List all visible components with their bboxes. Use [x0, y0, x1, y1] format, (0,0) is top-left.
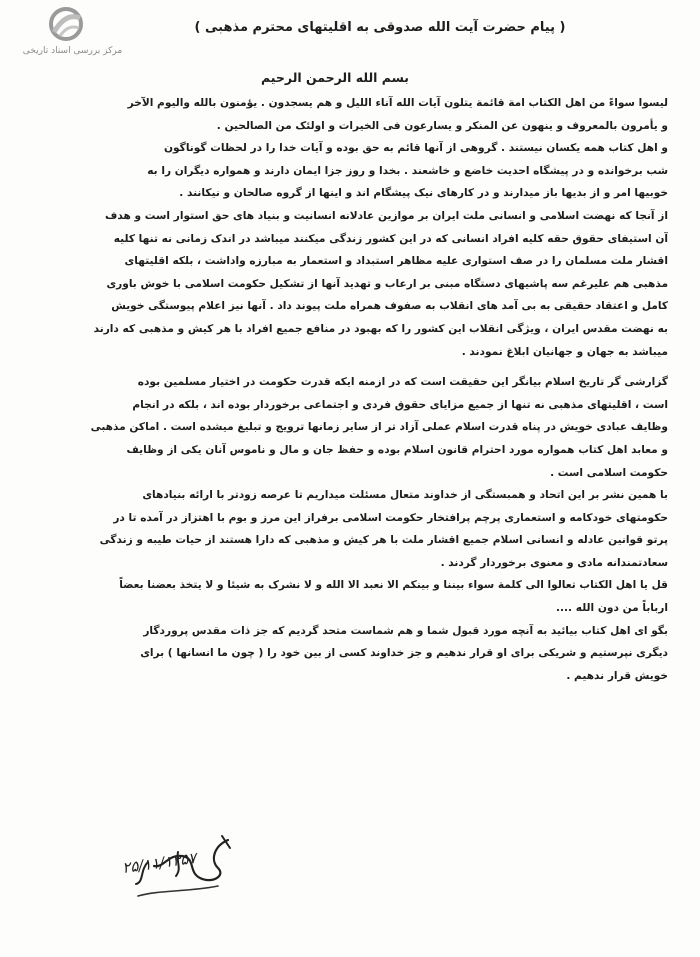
text-line: گزارشی گر تاریخ اسلام بیانگر این حقیقت است که در ازمنه ایکه قدرت حکومت در اختیار مسلمین بوده [137, 376, 668, 389]
watermark-text: مرکز بررسی اسناد تاریخی [22, 46, 123, 56]
text-line: شب برخوانده و در پیشگاه احدیت خاضع و خاشعند . بخدا و روز جزا ایمان دارند و همواره دیگران را به [147, 164, 668, 177]
text-line: مذهبی هم علیرغم سه پاشیهای دستگاه مبنی بر ارعاب و تهدید آنها از تشکیل حکومت اسلامی با خوش باوری [106, 277, 668, 290]
text-line: لیسوا سواءً من اهل الکتاب امة قائمة یتلون آیات الله آناء اللیل و هم یسجدون . یؤمنون بالله والیوم الآخر [127, 97, 668, 109]
archive-logo-icon [46, 6, 86, 42]
text-line: ارباباً من دون الله .... [555, 602, 668, 615]
text-line: خوبیها امر و از بدیها باز میدارند و در کارهای نیک پیشگام اند و اینها از گروه صالحان و نیکانند . [179, 187, 668, 200]
text-line: کامل و اعتقاد حقیقی به بی آمد های انقلاب به صفوف همراه ملت پیوند داد . آنها نیز اعلام پیوستگی خویش [111, 300, 668, 313]
text-line: اقشار ملت مسلمان را در صف استواری علیه مظاهر استبداد و استعمار به مبارزه واداشت ، بلکه اقلیتهای [124, 255, 668, 268]
text-line: است ، اقلیتهای مذهبی نه تنها از جمیع مزایای حقوق فردی و اجتماعی برخوردار بوده اند ، بلکه در انجام [132, 398, 668, 411]
text-line: دیگری نپرستیم و شریکی برای او قرار ندهیم و جز خداوند کسی از بین خود را ( چون ما انسانها ) برای [140, 647, 668, 660]
document-header: ( پیام حضرت آیت الله صدوقی به اقلیتهای محترم مذهبی ) [194, 20, 566, 35]
watermark-logo [10, 6, 135, 66]
text-line: قل یا اهل الکتاب تعالوا الی کلمة سواء بیننا و بینکم الا نعبد الا الله و لا نشرک به شیئا و لا یتخذ بعضنا بعضاً [119, 579, 668, 592]
text-line: میباشد به جهان و جهانیان ابلاغ نمودند . [461, 345, 668, 358]
text-line: به نهضت مقدس ایران ، ویژگی انقلاب این کشور را که بهبود در منافع جمیع افراد با هر کیش و مذهبی که دارند [93, 322, 668, 335]
text-line: حکومت اسلامی است . [550, 466, 668, 479]
text-line: سعادتمندانه مادی و معنوی برخوردار گردند . [440, 556, 668, 569]
bismillah: بسم الله الرحمن الرحیم [261, 70, 409, 85]
letter-body [58, 92, 668, 687]
text-line: پرتو قوانین عادله و انسانی اسلام جمیع اقشار ملت با هر کیش و مذهبی که دارا هستند از حیات طیبه و زندگی [99, 534, 668, 547]
text-line: و اهل کتاب همه یکسان نیستند . گروهی از آنها قائم به حق بوده و آیات خدا را در لحظات گوناگون [163, 142, 668, 155]
text-line: و معابد اهل کتاب همواره مورد احترام قانون اسلام بوده و حفظ جان و مال و ناموس آنان یکی از وظایف [126, 443, 668, 456]
text-line: حکومتهای خودکامه و استعماری پرچم پرافتخار حکومت اسلامی برفراز این مرز و بوم با اهتزاز در آمده تا در [113, 511, 668, 524]
signature-date: ۲۵/۱۱/۱۳۵۷ [121, 848, 198, 878]
text-line: آن استیفای حقوق حقه کلیه افراد انسانی که در این کشور زندگی میکنند میباشد در اندک زمانی نه تنها کلیه [113, 232, 668, 245]
text-line: بگو ای اهل کتاب بیائید به آنچه مورد قبول شما و هم شماست متحد گردیم که جز ذات مقدس پروردگار [143, 624, 668, 637]
text-line: وظایف عبادی خویش در پناه قدرت اسلام عملی آزاد تر از سایر زمانها ترویج و تبلیغ میشده است . اماکن مذهبی [90, 421, 668, 434]
text-line: از آنجا که نهضت اسلامی و انسانی ملت ایران بر موازین عادلانه انسانیت و بنیاد های حق استوار است و هدف [105, 209, 668, 222]
paragraph-gap [58, 363, 668, 371]
text-line: و یأمرون بالمعروف و ینهون عن المنکر و یسارعون فی الخیرات و اولئک من الصالحین . [216, 119, 668, 132]
text-line: با همین نشر بر این اتحاد و همبستگی از خداوند متعال مسئلت میداریم تا عرصه زودتر با ارائه بنیادهای [142, 489, 668, 502]
text-line: خویش قرار ندهیم . [566, 669, 668, 682]
